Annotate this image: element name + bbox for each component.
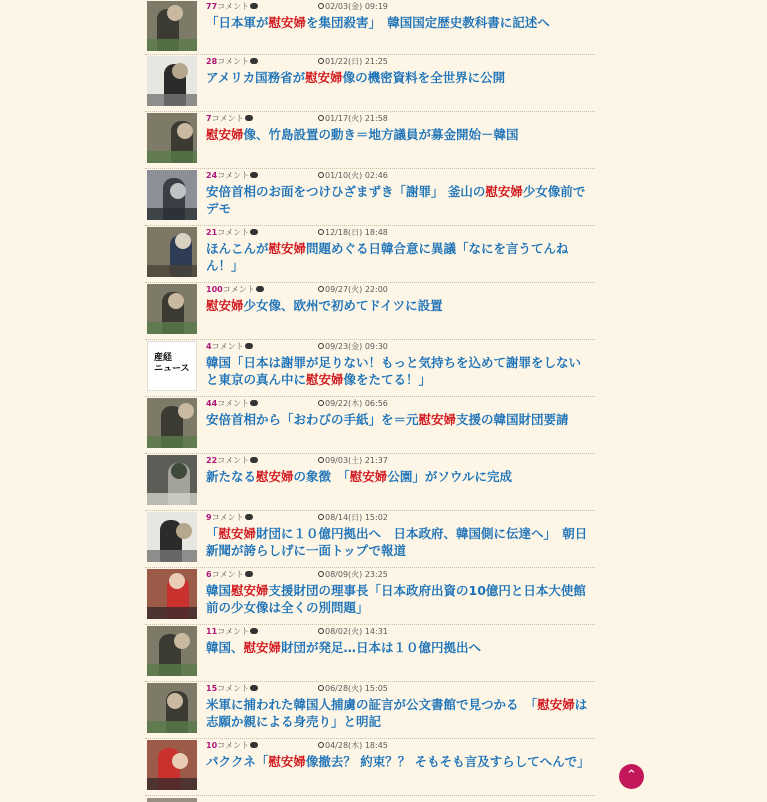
- title-text: 「: [206, 526, 219, 541]
- post-date-text: 04/28(木) 18:45: [325, 741, 388, 750]
- article-meta: [206, 683, 388, 694]
- title-text: 財団に１０億円拠出へ 日本政府、韓国側に伝達へ」 朝日新聞が誇らしげに一面トップで報道: [206, 526, 588, 558]
- article-thumbnail[interactable]: [147, 626, 197, 676]
- title-text: を集団殺害」 韓国国定歴史教科書に記述へ: [306, 15, 550, 30]
- comment-count[interactable]: 77: [206, 2, 218, 11]
- article-title-link[interactable]: [206, 240, 591, 274]
- article-meta: [206, 626, 388, 637]
- clock-icon: [318, 514, 324, 520]
- comment-count[interactable]: 22: [206, 456, 218, 465]
- post-date: [318, 284, 388, 295]
- list-item[interactable]: [145, 397, 595, 454]
- highlight-keyword: 慰安婦: [537, 697, 575, 712]
- article-thumbnail[interactable]: [147, 284, 197, 334]
- post-date-text: 01/17(火) 21:58: [325, 114, 388, 123]
- highlight-keyword: 慰安婦: [256, 469, 294, 484]
- comment-label: コメント: [217, 399, 250, 408]
- post-date-text: 08/02(火) 14:31: [325, 627, 388, 636]
- highlight-keyword: 慰安婦: [206, 298, 244, 313]
- list-item[interactable]: [145, 55, 595, 112]
- post-date: [318, 683, 388, 694]
- clock-icon: [318, 628, 324, 634]
- article-meta: [206, 455, 388, 466]
- list-item[interactable]: [145, 283, 595, 340]
- title-text: の象徴 「: [293, 469, 350, 484]
- post-date-text: 09/23(金) 09:30: [325, 342, 388, 351]
- highlight-keyword: 慰安婦: [485, 184, 523, 199]
- highlight-keyword: 慰安婦: [268, 754, 306, 769]
- article-title-link[interactable]: [206, 696, 591, 730]
- highlight-keyword: 慰安婦: [206, 127, 244, 142]
- clock-icon: [318, 115, 324, 121]
- article-title-link[interactable]: [206, 525, 591, 559]
- article-list: [145, 0, 595, 796]
- article-thumbnail[interactable]: [147, 56, 197, 106]
- comment-count[interactable]: 9: [206, 513, 212, 522]
- title-text: アメリカ国務省が: [206, 70, 306, 85]
- article-meta: [206, 170, 388, 181]
- post-date: [318, 512, 388, 523]
- post-date-text: 06/28(火) 15:05: [325, 684, 388, 693]
- highlight-keyword: 慰安婦: [305, 70, 343, 85]
- article-thumbnail[interactable]: [147, 740, 197, 790]
- title-text: 少女像前でデモ: [206, 184, 586, 216]
- article-title-link[interactable]: [206, 582, 591, 616]
- post-date: [318, 626, 388, 637]
- article-title-link[interactable]: [206, 14, 591, 31]
- title-text: 少女像、欧州で初めてドイツに設置: [243, 298, 443, 313]
- post-date-text: 01/22(日) 21:25: [325, 57, 388, 66]
- highlight-keyword: 慰安婦: [243, 640, 282, 655]
- article-thumbnail[interactable]: [147, 170, 197, 220]
- post-date: [318, 398, 388, 409]
- article-title-link[interactable]: [206, 297, 591, 314]
- article-meta: [206, 1, 388, 12]
- post-date-text: 02/03(金) 09:19: [325, 2, 388, 11]
- comment-label: コメント: [217, 171, 250, 180]
- comment-label: コメント: [211, 114, 244, 123]
- title-text: 像撤去？ 約束？？ そもそも言及すらしてへんで」: [305, 754, 590, 769]
- title-text: 米軍に捕われた韓国人捕虜の証言が公文書館で見つかる 「: [206, 697, 538, 712]
- comment-label: コメント: [217, 627, 250, 636]
- comment-label: コメント: [217, 456, 250, 465]
- list-item[interactable]: [145, 454, 595, 511]
- article-thumbnail[interactable]: [147, 683, 197, 733]
- list-item[interactable]: [145, 112, 595, 169]
- post-date: [318, 227, 388, 238]
- partial-thumbnail: [147, 798, 197, 802]
- list-item[interactable]: [145, 739, 595, 796]
- title-text: パククネ「: [206, 754, 269, 769]
- comment-count[interactable]: 11: [206, 627, 218, 636]
- title-text: 新たなる: [206, 469, 257, 484]
- article-title-link[interactable]: [206, 183, 591, 217]
- article-meta: [206, 284, 388, 295]
- list-item[interactable]: [145, 0, 595, 55]
- comment-label: コメント: [222, 285, 255, 294]
- clock-icon: [318, 685, 324, 691]
- article-title-link[interactable]: [206, 639, 591, 656]
- article-title-link[interactable]: [206, 753, 591, 770]
- comment-label: コメント: [217, 57, 250, 66]
- comment-count[interactable]: 6: [206, 570, 212, 579]
- comment-bubble-icon: [250, 400, 258, 406]
- title-text: 安倍首相から「おわびの手紙」を＝元: [206, 412, 419, 427]
- title-text: 財団が発足…日本は１０億円拠出へ: [281, 640, 482, 655]
- title-text: 像、竹島設置の動き＝地方議員が募金開始－韓国: [243, 127, 519, 142]
- logo-text: 産経 ニュース: [154, 353, 190, 374]
- comment-label: コメント: [217, 2, 250, 11]
- comment-bubble-icon: [250, 172, 258, 178]
- title-text: 支援財団の理事長「日本政府出資の10億円と日本大使館前の少女像は全くの別問題」: [206, 583, 586, 615]
- article-thumbnail[interactable]: [147, 341, 197, 391]
- article-title-link[interactable]: [206, 69, 591, 86]
- article-thumbnail[interactable]: [147, 1, 197, 51]
- comment-bubble-icon: [250, 685, 258, 691]
- comment-bubble-icon: [250, 229, 258, 235]
- post-date: [318, 1, 388, 12]
- article-meta: [206, 56, 388, 67]
- comment-label: コメント: [211, 513, 244, 522]
- article-title-link[interactable]: [206, 411, 591, 428]
- comment-label: コメント: [217, 741, 250, 750]
- list-item[interactable]: [145, 226, 595, 283]
- clock-icon: [318, 343, 324, 349]
- article-thumbnail[interactable]: [147, 512, 197, 562]
- title-text: 韓国「日本は謝罪が足りない！もっと気持ちを込めて謝罪をしないと東京の真ん中に: [206, 355, 582, 387]
- clock-icon: [318, 400, 324, 406]
- title-text: 問題めぐる日韓合意に異議「なにを言うてんねん！」: [206, 241, 569, 273]
- article-meta: [206, 227, 388, 238]
- clock-icon: [318, 457, 324, 463]
- clock-icon: [318, 742, 324, 748]
- comment-bubble-icon: [250, 742, 258, 748]
- title-text: 支援の韓国財団要請: [456, 412, 569, 427]
- title-text: 韓国: [206, 583, 232, 598]
- article-thumbnail[interactable]: [147, 398, 197, 448]
- comment-bubble-icon: [250, 457, 258, 463]
- highlight-keyword: 慰安婦: [268, 241, 307, 256]
- article-title-link[interactable]: [206, 126, 591, 143]
- post-date: [318, 341, 388, 352]
- article-thumbnail[interactable]: [147, 227, 197, 277]
- post-date-text: 09/03(土) 21:37: [325, 456, 388, 465]
- article-thumbnail[interactable]: [147, 569, 197, 619]
- post-date-text: 09/22(木) 06:56: [325, 399, 388, 408]
- post-date: [318, 455, 388, 466]
- list-item[interactable]: [145, 340, 595, 397]
- highlight-keyword: 慰安婦: [231, 583, 269, 598]
- comment-count[interactable]: 24: [206, 171, 218, 180]
- article-meta: [206, 113, 388, 124]
- list-item[interactable]: [145, 169, 595, 226]
- title-text: 像の機密資料を全世界に公開: [342, 70, 506, 85]
- comment-label: コメント: [211, 342, 244, 351]
- comment-bubble-icon: [245, 514, 253, 520]
- comment-count[interactable]: 7: [206, 114, 212, 123]
- article-meta: [206, 341, 388, 352]
- post-date-text: 08/09(火) 23:25: [325, 570, 388, 579]
- post-date: [318, 170, 388, 181]
- article-thumbnail[interactable]: [147, 113, 197, 163]
- post-date: [318, 569, 388, 580]
- clock-icon: [318, 172, 324, 178]
- highlight-keyword: 慰安婦: [268, 15, 307, 30]
- article-title-link[interactable]: [206, 354, 591, 388]
- comment-label: コメント: [211, 570, 244, 579]
- comment-count[interactable]: 28: [206, 57, 218, 66]
- title-text: 公園」がソウルに完成: [387, 469, 512, 484]
- comment-bubble-icon: [250, 628, 258, 634]
- list-item[interactable]: [145, 568, 595, 625]
- title-text: は志願か親による身売り」と明記: [206, 697, 588, 729]
- article-meta: [206, 740, 388, 751]
- list-item[interactable]: [145, 682, 595, 739]
- comment-bubble-icon: [256, 286, 264, 292]
- title-text: ほんこんが: [206, 241, 269, 256]
- comment-bubble-icon: [250, 3, 258, 9]
- title-text: 韓国、: [206, 640, 244, 655]
- comment-count[interactable]: 44: [206, 399, 218, 408]
- comment-bubble-icon: [245, 571, 253, 577]
- title-text: 安倍首相のお面をつけひざまずき「謝罪」 釜山の: [206, 184, 486, 199]
- comment-count[interactable]: 10: [206, 741, 218, 750]
- highlight-keyword: 慰安婦: [349, 469, 388, 484]
- comment-label: コメント: [217, 228, 250, 237]
- highlight-keyword: 慰安婦: [418, 412, 457, 427]
- title-text: 像をたてる！」: [343, 372, 432, 387]
- title-text: 「日本軍が: [206, 15, 269, 30]
- post-date-text: 08/14(日) 15:02: [325, 513, 388, 522]
- list-item[interactable]: [145, 625, 595, 682]
- article-meta: [206, 398, 388, 409]
- article-meta: [206, 569, 388, 580]
- comment-bubble-icon: [250, 58, 258, 64]
- article-title-link[interactable]: [206, 468, 591, 485]
- comment-count[interactable]: 4: [206, 342, 212, 351]
- post-date-text: 01/10(火) 02:46: [325, 171, 388, 180]
- article-meta: [206, 512, 388, 523]
- post-date: [318, 113, 388, 124]
- post-date: [318, 56, 388, 67]
- comment-count[interactable]: 100: [206, 285, 223, 294]
- clock-icon: [318, 58, 324, 64]
- list-item[interactable]: [145, 511, 595, 568]
- clock-icon: [318, 3, 324, 9]
- scroll-to-top-button[interactable]: ⌃: [619, 764, 644, 789]
- comment-label: コメント: [217, 684, 250, 693]
- clock-icon: [318, 286, 324, 292]
- post-date-text: 12/18(日) 18:48: [325, 228, 388, 237]
- comment-bubble-icon: [245, 343, 253, 349]
- post-date: [318, 740, 388, 751]
- clock-icon: [318, 571, 324, 577]
- clock-icon: [318, 229, 324, 235]
- comment-count[interactable]: 15: [206, 684, 218, 693]
- comment-count[interactable]: 21: [206, 228, 218, 237]
- highlight-keyword: 慰安婦: [218, 526, 257, 541]
- highlight-keyword: 慰安婦: [306, 372, 344, 387]
- comment-bubble-icon: [245, 115, 253, 121]
- article-thumbnail[interactable]: [147, 455, 197, 505]
- post-date-text: 09/27(火) 22:00: [325, 285, 388, 294]
